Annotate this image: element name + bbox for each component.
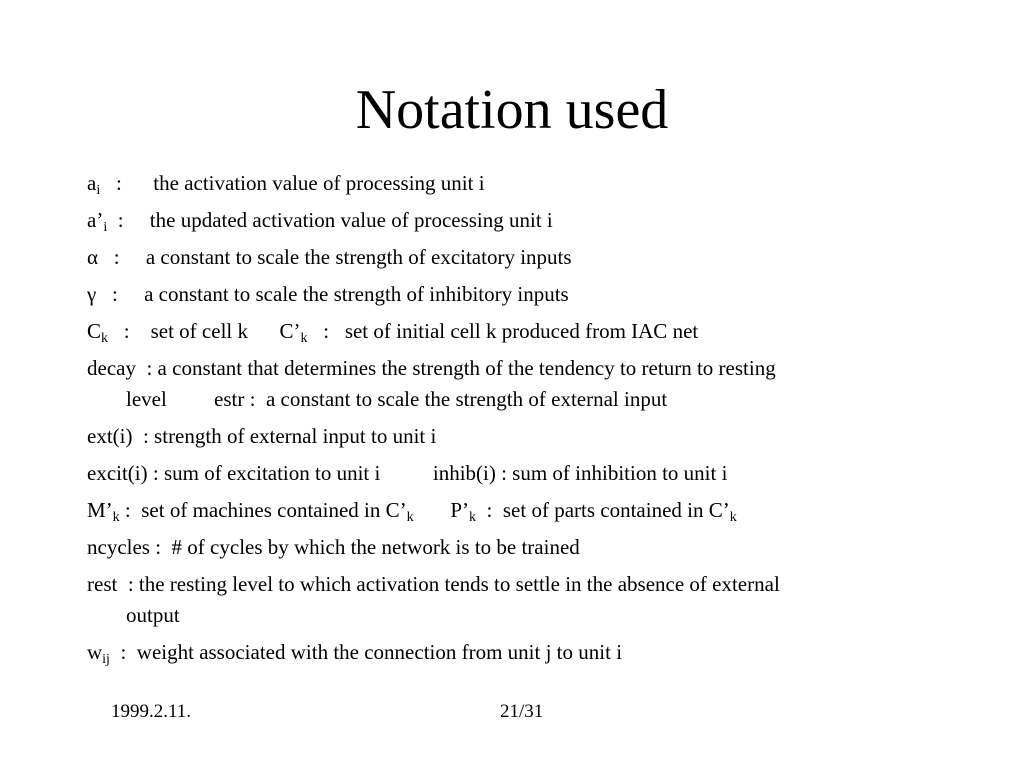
notation-item-ext: ext(i) : strength of external input to unit i [87,424,437,448]
symbol-subscript: k [300,331,308,346]
symbol: C’ [279,319,301,343]
symbol: P’ [413,498,470,522]
definition: rest : the resting level to which activation tends to settle in the absence of external [87,572,780,596]
definition: : set of initial cell k produced from IAC net [307,319,699,343]
symbol: w [87,640,103,664]
notation-item-ncycles: ncycles : # of cycles by which the network is to be trained [87,535,580,559]
definition: : the updated activation value of processing unit i [107,208,553,232]
footer-page-number: 21/31 [500,701,544,722]
definition: : set of parts contained in C’ [476,498,730,522]
symbol-subscript: i [96,183,101,198]
notation-item-rest [87,569,947,637]
definition: : weight associated with the connection from unit j to unit i [109,640,623,664]
notation-item-w-ij [87,637,947,674]
notation-item-m-p [87,495,947,532]
notation-item-gamma: γ : a constant to scale the strength of inhibitory inputs [87,282,569,306]
symbol-subscript: ij [102,652,110,667]
notation-item-c-k [87,316,947,353]
symbol-subscript: k [469,510,477,525]
notation-item-alpha: α : a constant to scale the strength of excitatory inputs [87,245,572,269]
footer-date: 1999.2.11. [111,701,192,722]
definition: : set of cell k [108,319,280,343]
symbol-subscript: k [729,510,737,525]
symbol-subscript: k [406,510,414,525]
notation-item-excit-inhib: excit(i) : sum of excitation to unit i inhib(i) : sum of inhibition to unit i [87,461,728,485]
symbol: a [87,171,97,195]
symbol-subscript: k [101,331,109,346]
symbol-subscript: k [112,510,120,525]
symbol-subscript: i [103,220,108,235]
notation-item-a-i [87,168,947,205]
definition-continuation: level estr : a constant to scale the strength of external input [126,387,668,411]
symbol: M’ [87,498,113,522]
notation-item-decay [87,353,947,421]
symbol: C [87,319,102,343]
slide-title: Notation used [355,79,669,141]
definition: decay : a constant that determines the strength of the tendency to return to resting [87,356,776,380]
definition-continuation: output [126,603,180,627]
notation-list [87,168,947,674]
symbol: a’ [87,208,104,232]
definition: : set of machines contained in C’ [119,498,407,522]
definition: : the activation value of processing unit i [100,171,485,195]
notation-item-a-prime-i [87,205,947,242]
